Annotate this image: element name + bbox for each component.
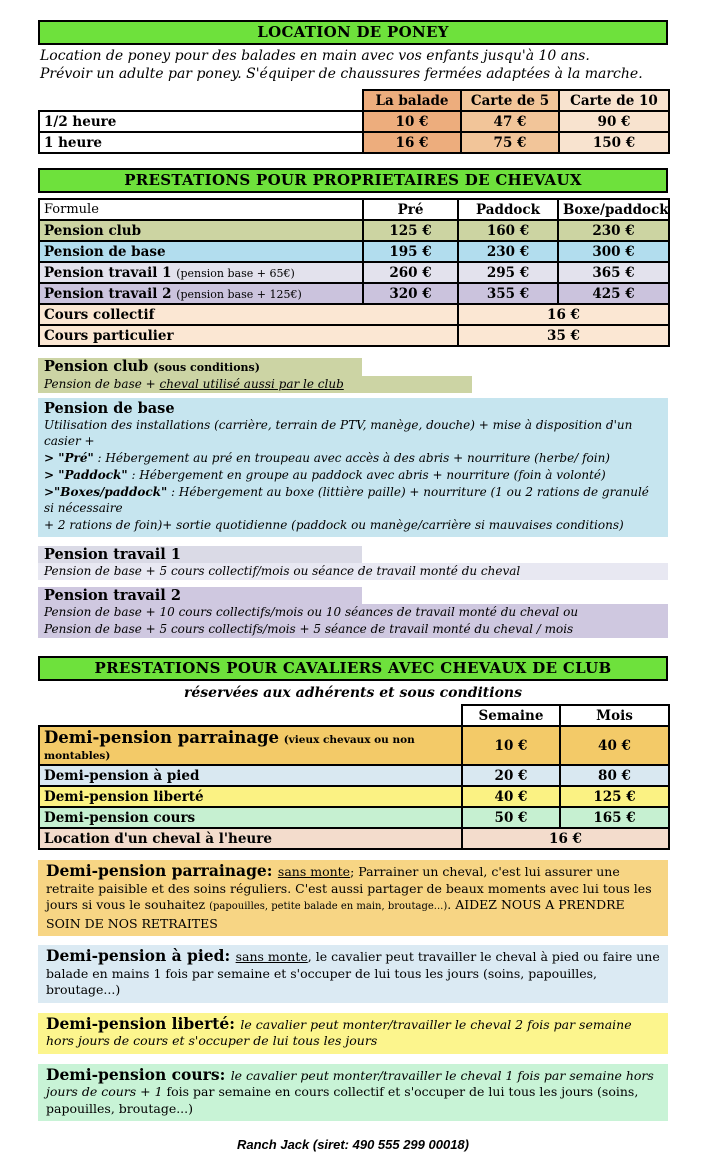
riders-price-table (38, 704, 670, 850)
row-label-note: (vieux chevaux ou non montables) (44, 734, 415, 762)
desc-italic-text: le cavalier peut monter/travailler le cheval 2 fois par semaine hors jours de cours et s'occuper de lui tous les jours (46, 1016, 632, 1048)
desc-underlined-text: cheval utilisé aussi par le club (159, 377, 344, 391)
poney-intro-line2: Prévoir un adulte par poney. S'équiper de chaussures fermées adaptées à la marche. (40, 65, 643, 82)
price-cell: 20 € (462, 765, 560, 786)
table-row (39, 726, 669, 765)
empty-cell (39, 90, 363, 111)
colon: : (266, 861, 278, 880)
col-header-semaine: Semaine (462, 705, 560, 726)
pension-travail-2-title: Pension travail 2 (38, 587, 362, 604)
table-row (39, 807, 669, 828)
row-label-demi-heure: 1/2 heure (39, 111, 363, 132)
row-label-text: Pension travail 1 (44, 264, 172, 281)
section-header-location-poney: LOCATION DE PONEY (38, 20, 668, 45)
table-row (39, 325, 669, 346)
table-row (39, 241, 669, 262)
row-label-pension-club: Pension club (39, 220, 363, 241)
pension-travail-1-block (38, 546, 668, 580)
poney-price-table (38, 89, 670, 154)
block-title-text: Demi-pension cours (46, 1064, 220, 1084)
pension-de-base-line1: Utilisation des installations (carrière, terrain de PTV, manège, douche) + mise à disposition d'un casier + (44, 418, 633, 448)
desc-text: . AIDEZ NOUS A PRENDRE SOIN DE NOS RETRAITES (46, 897, 625, 931)
price-cell: 160 € (458, 220, 558, 241)
cavaliers-subtitle: réservées aux adhérents et sous conditions (184, 685, 522, 701)
table-row (39, 304, 669, 325)
colon: : (224, 946, 236, 965)
price-cell: 320 € (363, 283, 458, 304)
price-cell: 80 € (560, 765, 669, 786)
price-cell: 35 € (458, 325, 669, 346)
price-cell: 295 € (458, 262, 558, 283)
price-cell: 260 € (363, 262, 458, 283)
empty-cell (39, 705, 462, 726)
pension-de-base-block (38, 398, 668, 537)
section-header-proprietaires: PRESTATIONS POUR PROPRIETAIRES DE CHEVAUX (38, 168, 668, 193)
riders-table-header-row (39, 705, 669, 726)
price-cell: 355 € (458, 283, 558, 304)
option-name: > "Pré" (44, 451, 94, 465)
option-name: >"Boxes/paddock" (44, 485, 168, 499)
row-label-text: Pension travail 2 (44, 285, 172, 302)
option-desc: : Hébergement en groupe au paddock avec abris + nourriture (foin à volonté) (127, 468, 606, 482)
table-row (39, 786, 669, 807)
table-row (39, 283, 669, 304)
underlined-text: sans monte (277, 864, 351, 879)
option-name: > "Paddock" (44, 468, 128, 482)
row-label-pension-de-base: Pension de base (39, 241, 363, 262)
price-cell: 75 € (461, 132, 559, 153)
row-label-pension-travail-2 (39, 283, 363, 304)
pension-travail-2-desc2: Pension de base + 5 cours collectifs/mois + 5 séance de travail monté du cheval / mois (38, 621, 668, 638)
underlined-text: sans monte (235, 949, 308, 964)
block-title-text: Demi-pension parrainage (46, 861, 267, 880)
row-label-note: (pension base + 65€) (176, 266, 295, 280)
price-cell: 16 € (363, 132, 461, 153)
desc-text: fois par semaine en cours collectif et s'occuper de lui tous les jours (soins, papouilles, broutage...) (46, 1084, 639, 1116)
block-title-text: Demi-pension liberté (46, 1013, 230, 1033)
table-row (39, 765, 669, 786)
table-row (39, 828, 669, 849)
col-header-carte-de-10: Carte de 10 (559, 90, 669, 111)
price-cell: 150 € (559, 132, 669, 153)
price-cell: 125 € (363, 220, 458, 241)
price-cell: 40 € (462, 786, 560, 807)
colon: : (219, 1064, 231, 1084)
price-cell: 90 € (559, 111, 669, 132)
desc-italic-text: le cavalier peut monter/travailler le cheval 1 fois par semaine hors jours de cours + 1 (46, 1067, 654, 1099)
desc-text: ; Parrainer un cheval, c'est lui assurer une retraite paisible et des soins réguliers. C'est aussi partager de beaux moments avec lui tous les jours si vous le souhaitez (46, 864, 652, 912)
price-cell: 16 € (462, 828, 669, 849)
price-cell: 300 € (558, 241, 669, 262)
col-header-mois: Mois (560, 705, 669, 726)
desc-small-text: (papouilles, petite balade en main, broutage...) (209, 901, 448, 912)
table-row (39, 111, 669, 132)
block-title-text: Pension club (44, 358, 149, 375)
table-row (39, 220, 669, 241)
table-row (39, 132, 669, 153)
demi-pension-cours-block (38, 1064, 668, 1122)
desc-text: Pension de base + (44, 377, 160, 391)
option-desc: : Hébergement au boxe (littière paille) + nourriture (1 ou 2 rations de granulé si nécessaire (44, 485, 649, 515)
price-cell: 125 € (560, 786, 669, 807)
col-header-carte-de-5: Carte de 5 (461, 90, 559, 111)
col-header-paddock: Paddock (458, 199, 558, 220)
price-cell: 365 € (558, 262, 669, 283)
pension-de-base-title: Pension de base (44, 400, 175, 417)
row-label-cours-collectif: Cours collectif (39, 304, 458, 325)
row-label-demi-pension-a-pied: Demi-pension à pied (39, 765, 462, 786)
row-label-demi-pension-cours: Demi-pension cours (39, 807, 462, 828)
pension-de-base-line-pre (38, 450, 668, 467)
row-label-cours-particulier: Cours particulier (39, 325, 458, 346)
row-label-demi-pension-parrainage (39, 726, 462, 765)
row-label-text: Demi-pension parrainage (44, 728, 280, 747)
pension-club-desc (38, 376, 472, 393)
col-header-formule: Formule (39, 199, 363, 220)
pension-travail-1-desc: Pension de base + 5 cours collectif/mois ou séance de travail monté du cheval (38, 563, 668, 580)
colon: : (229, 1013, 241, 1033)
pension-club-title (38, 358, 362, 376)
pension-de-base-line-boxes (38, 484, 668, 517)
price-cell: 195 € (363, 241, 458, 262)
poney-intro-line1: Location de poney pour des balades en main avec vos enfants jusqu'à 10 ans. (40, 48, 590, 64)
owners-table-header-row (39, 199, 669, 220)
col-header-boxe-paddock: Boxe/paddock (558, 199, 669, 220)
row-label-note: (pension base + 125€) (176, 287, 302, 301)
pension-travail-2-desc1: Pension de base + 10 cours collectifs/mois ou 10 séances de travail monté du cheval ou (38, 604, 668, 621)
row-label-une-heure: 1 heure (39, 132, 363, 153)
option-desc: : Hébergement au pré en troupeau avec accès à des abris + nourriture (herbe/ foin) (93, 451, 610, 465)
price-cell: 10 € (363, 111, 461, 132)
pension-de-base-line-paddock (38, 467, 668, 484)
footer-siret: Ranch Jack (siret: 490 555 299 00018) (237, 1137, 469, 1152)
demi-pension-a-pied-block (38, 945, 668, 1003)
demi-pension-parrainage-block (38, 860, 668, 936)
price-cell: 40 € (560, 726, 669, 765)
pension-travail-2-block (38, 587, 668, 638)
row-label-demi-pension-liberte: Demi-pension liberté (39, 786, 462, 807)
price-cell: 425 € (558, 283, 669, 304)
owners-price-table (38, 198, 670, 347)
price-cell: 50 € (462, 807, 560, 828)
price-cell: 165 € (560, 807, 669, 828)
table-row (39, 262, 669, 283)
desc-text: , le cavalier peut travailler le cheval à pied ou faire une balade en mains 1 fois par semaine et s'occuper de lui tous les jours (soins, papouilles, broutage...) (46, 949, 660, 997)
poney-intro (40, 48, 668, 83)
price-cell: 47 € (461, 111, 559, 132)
block-title-note: (sous conditions) (153, 361, 260, 374)
price-cell: 10 € (462, 726, 560, 765)
pension-club-block (38, 358, 668, 393)
price-cell: 16 € (458, 304, 669, 325)
block-title-text: Demi-pension à pied (46, 946, 225, 965)
col-header-la-balade: La balade (363, 90, 461, 111)
demi-pension-liberte-block (38, 1013, 668, 1054)
row-label-pension-travail-1 (39, 262, 363, 283)
price-cell: 230 € (458, 241, 558, 262)
section-header-cavaliers: PRESTATIONS POUR CAVALIERS AVEC CHEVAUX DE CLUB (38, 656, 668, 681)
col-header-pre: Pré (363, 199, 458, 220)
row-label-location-cheval: Location d'un cheval à l'heure (39, 828, 462, 849)
pension-travail-1-title: Pension travail 1 (38, 546, 362, 563)
poney-table-header-row (39, 90, 669, 111)
price-cell: 230 € (558, 220, 669, 241)
pension-de-base-line-boxes2: + 2 rations de foin)+ sortie quotidienne (paddock ou manège/carrière si mauvaises conditions) (44, 518, 624, 532)
